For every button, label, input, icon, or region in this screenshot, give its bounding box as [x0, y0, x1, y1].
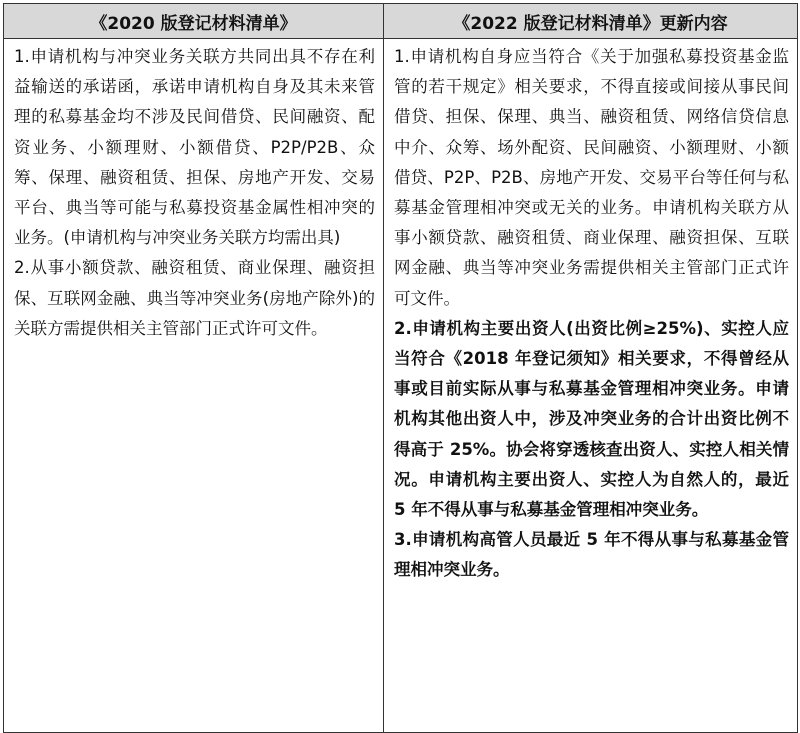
content-row [4, 39, 798, 733]
header-2022-edition-updates: 《2022 版登记材料清单》更新内容 [384, 4, 798, 39]
right-item-3: 3.申请机构高管人员最近 5 年不得从事与私募基金管理相冲突业务。 [394, 530, 789, 580]
cell-2022-requirements [384, 39, 798, 733]
right-item-1: 1.申请机构自身应当符合《关于加强私募投资基金监管的若干规定》相关要求，不得直接或间接从事民间借贷、担保、保理、典当、融资租赁、网络信贷信息中介、众筹、场外配资、民间融资、小额理财、小额借贷、P2P、P2B、房地产开发、交易平台等任何与私募基金管理相冲突或无关的业务。申请机构关联方从事小额贷款、融资租赁、商业保理、融资担保、互联网金融、典当等冲突业务需提供相关主管部门正式许可文件。 [394, 47, 789, 308]
right-item-2: 2.申请机构主要出资人(出资比例≥25%)、实控人应当符合《2018 年登记须知》相关要求，不得曾经从事或目前实际从事与私募基金管理相冲突业务。申请机构其他出资人中，涉及冲突业务的合计出资比例不得高于 25%。协会将穿透核查出资人、实控人相关情况。申请机构主要出资人、实控人为自然人的，最近 5 年不得从事与私募基金管理相冲突业务。 [394, 318, 789, 520]
header-2020-edition: 《2020 版登记材料清单》 [4, 4, 384, 39]
cell-2020-requirements [4, 39, 384, 733]
left-item-1: 1.申请机构与冲突业务关联方共同出具不存在利益输送的承诺函，承诺申请机构自身及其未来管理的私募基金均不涉及民间借贷、民间融资、配资业务、小额理财、小额借贷、P2P/P2B、众筹、保理、融资租赁、担保、房地产开发、交易平台、典当等可能与私募投资基金属性相冲突的业务。(申请机构与冲突业务关联方均需出具) [14, 47, 375, 248]
header-row [4, 4, 798, 39]
comparison-table [3, 3, 798, 733]
left-item-2: 2.从事小额贷款、融资租赁、商业保理、融资担保、互联网金融、典当等冲突业务(房地产除外)的关联方需提供相关主管部门正式许可文件。 [14, 258, 375, 338]
